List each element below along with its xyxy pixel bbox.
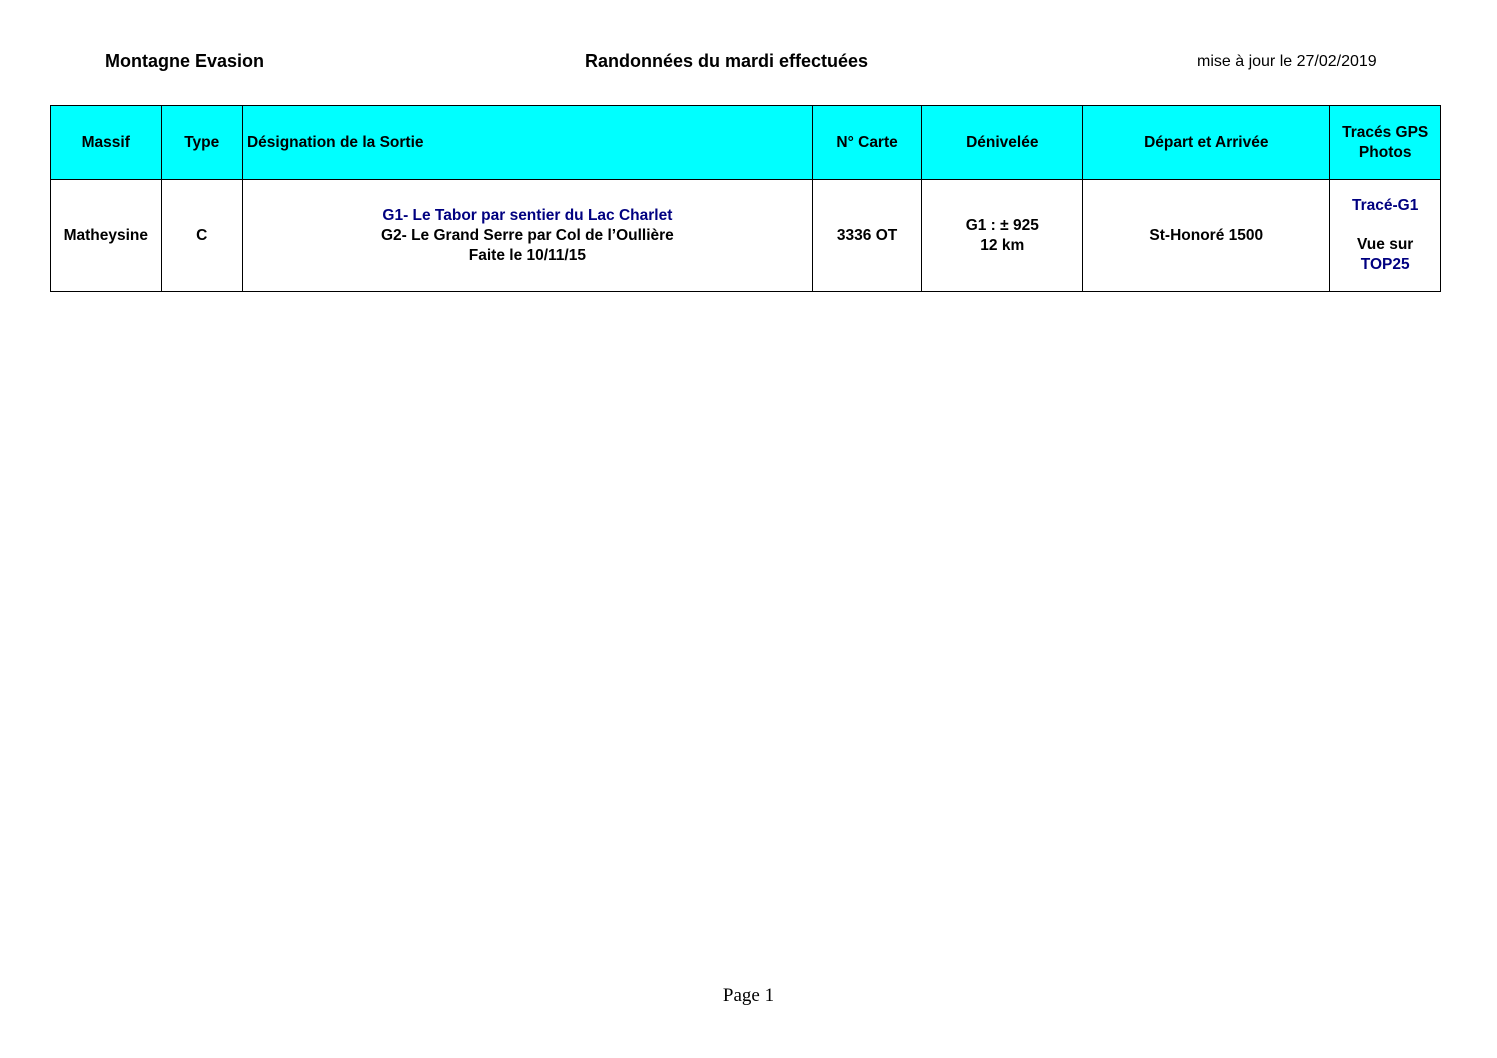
column-header-depart: Départ et Arrivée: [1083, 106, 1330, 180]
column-header-denivelee: Dénivelée: [922, 106, 1083, 180]
cell-designation: [242, 180, 812, 292]
photos-top25-link[interactable]: TOP25: [1360, 256, 1410, 273]
cell-gps-photos: [1330, 180, 1441, 292]
column-header-massif: Massif: [51, 106, 162, 180]
column-header-photos-label: Photos: [1358, 143, 1412, 161]
designation-line-3: Faite le 10/11/15: [468, 246, 586, 264]
column-header-gps: [1330, 106, 1441, 180]
gps-spacer: [1330, 216, 1440, 235]
cell-type: C: [161, 180, 242, 292]
cell-depart: St-Honoré 1500: [1083, 180, 1330, 292]
column-header-gps-label: Tracés GPS: [1342, 123, 1429, 141]
denivelee-value: G1 : ± 925: [965, 216, 1039, 234]
distance-value: 12 km: [980, 236, 1025, 254]
column-header-designation: Désignation de la Sortie: [242, 106, 812, 180]
cell-carte: 3336 OT: [812, 180, 922, 292]
hikes-table: [50, 105, 1441, 292]
photos-prefix: Vue sur: [1357, 236, 1414, 253]
document-title: Randonnées du mardi effectuées: [585, 51, 869, 71]
cell-massif: Matheysine: [51, 180, 162, 292]
cell-denivelee: [922, 180, 1083, 292]
organization-name: Montagne Evasion: [105, 51, 265, 71]
column-header-type: Type: [161, 106, 242, 180]
designation-line-2: G2- Le Grand Serre par Col de l’Oullière: [380, 226, 674, 244]
designation-link[interactable]: G1- Le Tabor par sentier du Lac Charlet: [382, 206, 673, 224]
table-header-row: [51, 106, 1441, 180]
page-number: Page 1: [722, 985, 775, 1006]
gps-trace-link[interactable]: Tracé-G1: [1352, 197, 1419, 214]
update-date: mise à jour le 27/02/2019: [1197, 53, 1377, 70]
table-row: [51, 180, 1441, 292]
column-header-carte: N° Carte: [812, 106, 922, 180]
